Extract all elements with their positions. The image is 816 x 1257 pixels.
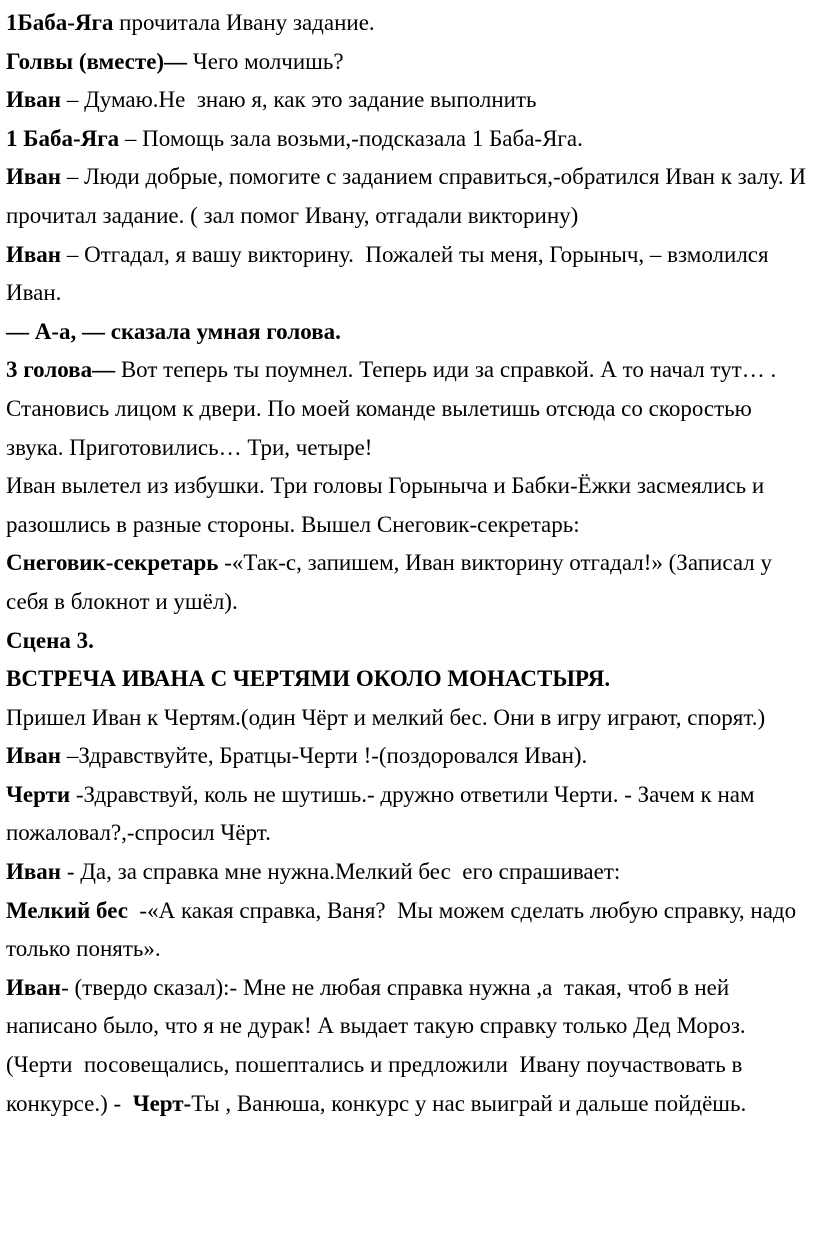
document-text [6, 4, 810, 1123]
paragraph [6, 776, 810, 853]
text-run: – Помощь зала возьми,-подсказала 1 Баба-Яга. [119, 125, 583, 151]
text-run: Ты , Ванюша, конкурс у нас выиграй и дальше пойдёшь. [191, 1090, 747, 1116]
paragraph [6, 853, 810, 892]
paragraph [6, 1046, 810, 1123]
bold-text-run: 1 Баба-Яга [6, 125, 120, 151]
paragraph [6, 351, 810, 467]
text-run: -«Так-с, запишем, Иван викторину отгадал!» (Записал у себя в блокнот и ушёл). [6, 550, 778, 614]
paragraph [6, 892, 810, 969]
text-run: (Черти посовещались, пошептались и предложили Ивану поучаствовать в конкурсе.) - [6, 1052, 749, 1116]
bold-text-run: Сцена 3. [6, 627, 94, 653]
text-run: Вот теперь ты поумнел. Теперь иди за справкой. А то начал тут… . Становись лицом к двери. По моей команде вылетишь отсюда со скоростью звука. Приготовились… Три, четыре! [6, 357, 782, 460]
bold-text-run: Мелкий бес [6, 897, 128, 923]
text-run: Пришел Иван к Чертям.(один Чёрт и мелкий бес. Они в игру играют, спорят.) [6, 704, 766, 730]
paragraph [6, 660, 810, 699]
bold-text-run: Черти [6, 781, 71, 807]
text-run: Иван вылетел из избушки. Три головы Горыныча и Бабки-Ёжки засмеялись и разошлись в разные стороны. Вышел Снеговик-секретарь: [6, 473, 770, 537]
bold-text-run: Черт- [132, 1090, 192, 1116]
bold-text-run: — А-а, — сказала умная голова. [6, 318, 341, 344]
bold-text-run: 3 голова— [6, 357, 116, 383]
text-run: - Да, за справка мне нужна.Мелкий бес его спрашивает: [61, 859, 621, 885]
paragraph [6, 313, 810, 352]
paragraph [6, 467, 810, 544]
bold-text-run: Иван [6, 859, 62, 885]
bold-text-run: Иван [6, 164, 62, 190]
paragraph [6, 969, 810, 1046]
bold-text-run: Иван [6, 743, 62, 769]
paragraph [6, 4, 810, 43]
bold-text-run: Иван [6, 87, 62, 113]
paragraph [6, 43, 810, 82]
bold-text-run: Иван [6, 241, 62, 267]
paragraph [6, 81, 810, 120]
paragraph [6, 158, 810, 235]
text-run: –Здравствуйте, Братцы-Черти !-(поздоровался Иван). [61, 743, 588, 769]
text-run: -Здравствуй, коль не шутишь.- дружно ответили Черти. - Зачем к нам пожаловал?,-спросил Чёрт. [6, 781, 761, 846]
text-run: – Отгадал, я вашу викторину. Пожалей ты меня, Горыныч, – взмолился Иван. [6, 241, 775, 306]
bold-text-run: Снеговик-секретарь [6, 550, 219, 576]
paragraph [6, 699, 810, 738]
text-run: -«А какая справка, Ваня? Мы можем сделать любую справку, надо только понять». [6, 897, 802, 962]
paragraph [6, 737, 810, 776]
bold-text-run: 1Баба-Яга [6, 10, 114, 35]
paragraph [6, 236, 810, 313]
text-run: - (твердо сказал):- Мне не любая справка нужна ,а такая, чтоб в ней написано было, что я не дурак! А выдает такую справку только Дед Мороз. [6, 974, 746, 1039]
bold-text-run: ВСТРЕЧА ИВАНА С ЧЕРТЯМИ ОКОЛО МОНАСТЫРЯ. [6, 666, 611, 692]
text-run: Чего молчишь? [187, 48, 344, 74]
bold-text-run: Голвы (вместе)— [6, 48, 188, 74]
paragraph [6, 544, 810, 621]
paragraph [6, 622, 810, 661]
text-run: – Думаю.Не знаю я, как это задание выполнить [61, 87, 537, 113]
text-run: – Люди добрые, помогите с заданием справиться,-обратился Иван к залу. И прочитал задание. ( зал помог Ивану, отгадали викторину) [6, 164, 812, 228]
paragraph [6, 120, 810, 159]
text-run: прочитала Ивану задание. [113, 10, 375, 35]
bold-text-run: Иван [6, 974, 62, 1000]
